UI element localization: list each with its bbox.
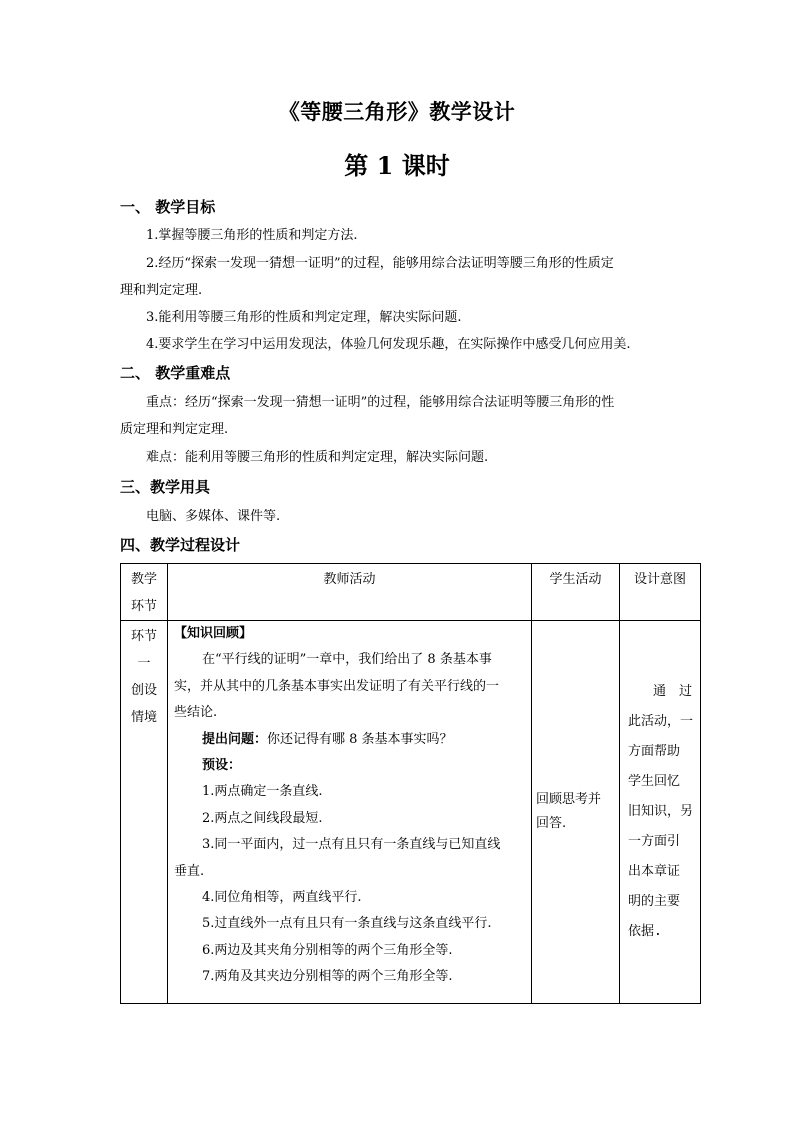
- design-text: 此活动，一: [628, 714, 694, 729]
- header-stage-line: 教学: [130, 572, 157, 587]
- preset-item-continuation: 垂直.: [174, 863, 205, 879]
- design-text: 学生回忆: [628, 774, 681, 789]
- tools-text: 电脑、多媒体、课件等.: [146, 509, 281, 524]
- preset-label: 预设：: [202, 758, 242, 774]
- lesson-subtitle: 第 1 课时: [344, 151, 450, 180]
- section-heading-key-points: 二、 教学重难点: [120, 364, 231, 382]
- table-row: [121, 621, 701, 1004]
- stage-cell: [121, 621, 168, 1004]
- question-label: 提出问题：: [202, 731, 268, 747]
- key-point-text: 重点：经历“探索一发现一猜想一证明”的过程，能够用综合法证明等腰三角形的性: [146, 395, 615, 410]
- teacher-activity-cell: [168, 621, 532, 1004]
- objective-item: 1.掌握等腰三角形的性质和判定方法.: [146, 228, 358, 243]
- table-header-row: [121, 564, 701, 621]
- objective-item: 3.能利用等腰三角形的性质和判定定理，解决实际问题.: [146, 310, 462, 325]
- objective-item: 4.要求学生在学习中运用发现法，体验几何发现乐趣，在实际操作中感受几何应用美.: [146, 337, 631, 352]
- preset-item: 4.同位角相等，两直线平行.: [202, 890, 362, 906]
- student-activity-cell: [532, 621, 620, 1004]
- difficulty-text: 难点：能利用等腰三角形的性质和判定定理，解决实际问题.: [146, 450, 489, 465]
- student-text: 回顾思考并: [536, 792, 602, 807]
- header-teacher: 教师活动: [168, 564, 532, 621]
- design-text: 依据.: [628, 924, 662, 939]
- design-text: 明的主要: [628, 894, 681, 909]
- stage-line: 创设: [130, 683, 157, 698]
- preset-item: 6.两边及其夹角分别相等的两个三角形全等.: [202, 942, 453, 958]
- stage-line: 一: [137, 656, 151, 671]
- objective-item: 2.经历“探索一发现一猜想一证明”的过程，能够用综合法证明等腰三角形的性质定: [146, 256, 614, 271]
- document-title: 《等腰三角形》教学设计: [278, 99, 516, 124]
- design-intent-cell: [620, 621, 701, 1004]
- design-text: 通 过: [652, 684, 692, 699]
- teacher-text: 实，并从其中的几条基本事实出发证明了有关平行线的一: [174, 678, 500, 694]
- design-text: 一方面引: [628, 834, 681, 849]
- design-text: 方面帮助: [628, 744, 681, 759]
- lesson-process-table: [120, 563, 701, 1004]
- stage-line: 情境: [130, 710, 157, 725]
- header-student: 学生活动: [532, 564, 620, 621]
- preset-item: 1.两点确定一条直线.: [202, 784, 323, 800]
- preset-item: 5.过直线外一点有且只有一条直线与这条直线平行.: [202, 916, 492, 932]
- knowledge-review-label: 【知识回顾】: [174, 626, 253, 641]
- teacher-text: 些结论.: [174, 705, 218, 721]
- key-point-continuation: 质定理和判定定理.: [120, 422, 229, 437]
- objective-item-continuation: 理和判定定理.: [120, 283, 203, 298]
- question-text: 你还记得有哪 8 条基本事实吗？: [267, 731, 453, 747]
- design-text: 出本章证: [628, 864, 681, 879]
- section-heading-process: 四、教学过程设计: [120, 536, 241, 554]
- teacher-text: 在“平行线的证明”一章中，我们给出了 8 条基本事: [202, 652, 492, 668]
- header-design: 设计意图: [620, 564, 701, 621]
- preset-item: 2.两点之间线段最短.: [202, 810, 323, 826]
- header-stage: [121, 564, 168, 621]
- header-stage-line: 环节: [130, 599, 157, 614]
- design-text: 旧知识，另: [628, 804, 694, 819]
- preset-item: 3.同一平面内，过一点有且只有一条直线与已知直线: [202, 837, 501, 853]
- section-heading-objectives: 一、 教学目标: [120, 198, 216, 216]
- question-line: [174, 727, 525, 753]
- student-text: 回答.: [536, 816, 567, 831]
- stage-line: 环节: [130, 629, 157, 644]
- section-heading-tools: 三、教学用具: [120, 478, 211, 496]
- preset-item: 7.两角及其夹边分别相等的两个三角形全等.: [202, 969, 453, 985]
